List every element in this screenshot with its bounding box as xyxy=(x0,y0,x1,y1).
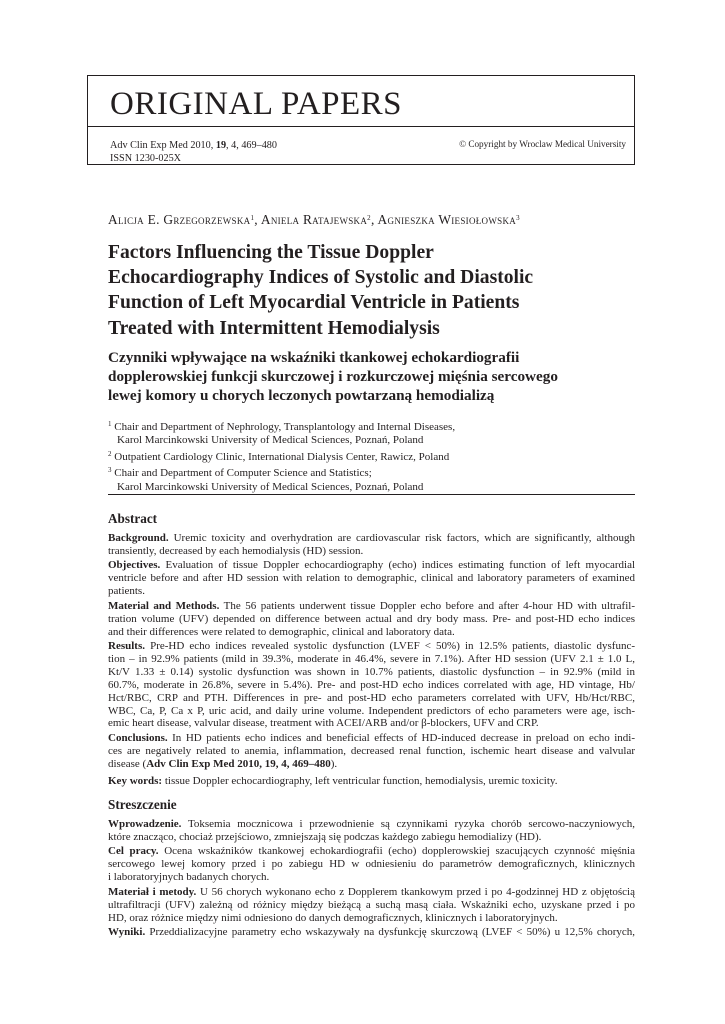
author-name: Aniela Ratajewska xyxy=(260,212,368,227)
abstract-heading: Abstract xyxy=(108,511,158,526)
title-english: Factors Influencing the Tissue Doppler Echocardiography Indices of Systolic and Diastolic Function of Left Myocardial Ventricle in Patients Treated with Intermittent Hemodialysis xyxy=(108,242,534,339)
section-header-box xyxy=(87,75,635,127)
author-name: Alicja E. Grzegorzewska xyxy=(108,212,251,227)
abstract-objectives: Objectives. Evaluation of tissue Doppler echocardiography (echo) indices estimating function of left myocardial ventricle before and after HD session with relation to demographic, clinical and laboratory parameters of examined patients. xyxy=(108,559,636,598)
affiliation-item: $^3$ Chair and Department of Computer Science and Statistics; xyxy=(108,466,372,480)
affiliation-item: $^1$ Chair and Department of Nephrology, Transplantology and Internal Diseases, xyxy=(108,420,456,433)
journal-citation: Adv Clin Exp Med 2010, 19, 4, 469–480 ISSN 1230-025X xyxy=(110,140,277,164)
journal-meta-box xyxy=(87,127,635,165)
divider xyxy=(108,494,635,495)
section-title: ORIGINAL PAPERS xyxy=(110,86,403,122)
streszczenie-metody: Materiał i metody. U 56 chorych wykonano echo z Dopplerem tkankowym przed i po 4-godzinnej HD z objętością ultrafiltracji (UFV) zależną od różnicy między bieżącą a suchą masą ciała. Wskaźniki echo, uzyskane przed i po HD, oraz różnice między nimi odniesiono do danych demograficznych, klinicznych i laboratoryjnych. xyxy=(108,885,635,924)
affiliation-item: $^2$ Outpatient Cardiology Clinic, International Dialysis Center, Rawicz, Poland xyxy=(108,449,450,463)
affiliations: $^1$ Chair and Department of Nephrology, Transplantology and Internal Diseases, Karol Marcinkowski University of Medical Sciences, Poznań, Poland $^2$ Outpatient Cardiology Clinic, International Dialysis Center, Rawicz, Poland $^3$ Chair and Department of Computer Science and Statistics; Karol Marcinkowski University of Medical Sciences, Poznań, Poland xyxy=(108,418,528,494)
abstract-methods: Material and Methods. The 56 patients underwent tissue Doppler echo before and after 4-hour HD with ultrafil- tration volume (UFV) depended on difference between actual and dry body mass. Pre- and post-HD echo indices and their differences were related to demographic, clinical and laboratory data. xyxy=(108,599,635,638)
title-polish: Czynniki wpływające na wskaźniki tkankowej echokardiografii dopplerowskiej funkcji skurczowej i rozkurczowej mięśnia sercowego lewej komory u chorych leczonych powtarzaną hemodializą xyxy=(108,349,558,404)
streszczenie-wyniki: Wyniki. Przeddializacyjne parametry echo wskazywały na dysfunkcję skurczową (LVEF < 50%) u 12,5% chorych, xyxy=(108,926,636,939)
abstract-results: Results. Pre-HD echo indices revealed systolic dysfunction (LVEF < 50%) in 12.5% patients, diastolic dysfunc- tion – in 92.9% patients (mild in 39.3%, moderate in 46.4%, severe in 7.1%). After HD session (UFV 2.1 ± 1.0 L, Kt/V 1.33 ± 0.14) systolic dysfunction was shown in 10.7% patients, diastolic dysfunction – in 92.9% (mild in 60.7%, moderate in 26.8%, severe in 5.4%). Pre- and post-HD echo indices correlated with age, HD vintage, Hb/ Hct/RBC, CRP and PTH. Differences in pre- and post-HD echo parameters correlated with UFV, Hb/Hct/RBC, WBC, Ca, P, Ca x P, uric acid, and daily urine volume. Independent predictors of echo parameters were age, isch- emic heart disease, valvular disease, treatment with ACEI/ARB and/or β-blockers, UFV and CRP. xyxy=(108,640,636,730)
issn: ISSN 1230-025X xyxy=(110,153,182,164)
abstract-background: Background. Uremic toxicity and overhydration are cardiovascular risk factors, which are significantly, although transiently, decreased by each hemodialysis (HD) session. xyxy=(108,532,635,557)
abstract-body xyxy=(108,532,635,772)
streszczenie-body xyxy=(108,818,635,941)
author-name: Agnieszka Wiesiołowska xyxy=(377,212,517,227)
streszczenie-heading: Streszczenie xyxy=(108,797,177,812)
copyright: © Copyright by Wroclaw Medical University xyxy=(459,139,626,149)
author-list: Alicja E. Grzegorzewska$^1$, Aniela Ratajewska$^2$, Agnieszka Wiesiołowska$^3$ xyxy=(108,212,520,227)
streszczenie-wprowadzenie: Wprowadzenie. Toksemia mocznicowa i przewodnienie są czynnikami ryzyka chorób sercowo-naczyniowych, które znacząco, chociaż przejściowo, zmniejszają się podczas każdego zabiegu hemodializy (HD). xyxy=(108,818,635,843)
keywords: Key words: tissue Doppler echocardiography, left ventricular function, hemodialysis, uremic toxicity. xyxy=(108,775,558,787)
streszczenie-cel: Cel pracy. Ocena wskaźników tkankowej echokardiografii (echo) dopplerowskiej szacujących czynność mięśnia sercowego lewej komory przed i po zabiegu HD w odniesieniu do parametrów demograficznych, klinicznych i laboratoryjnych badanych chorych. xyxy=(108,845,635,884)
abstract-conclusions: Conclusions. In HD patients echo indices and beneficial effects of HD-induced decrease in preload on echo indi- ces are negatively related to anemia, inflammation, decreased renal function, ischemic heart disease and valvular disease (Adv Clin Exp Med 2010, 19, 4, 469–480). xyxy=(108,731,636,770)
